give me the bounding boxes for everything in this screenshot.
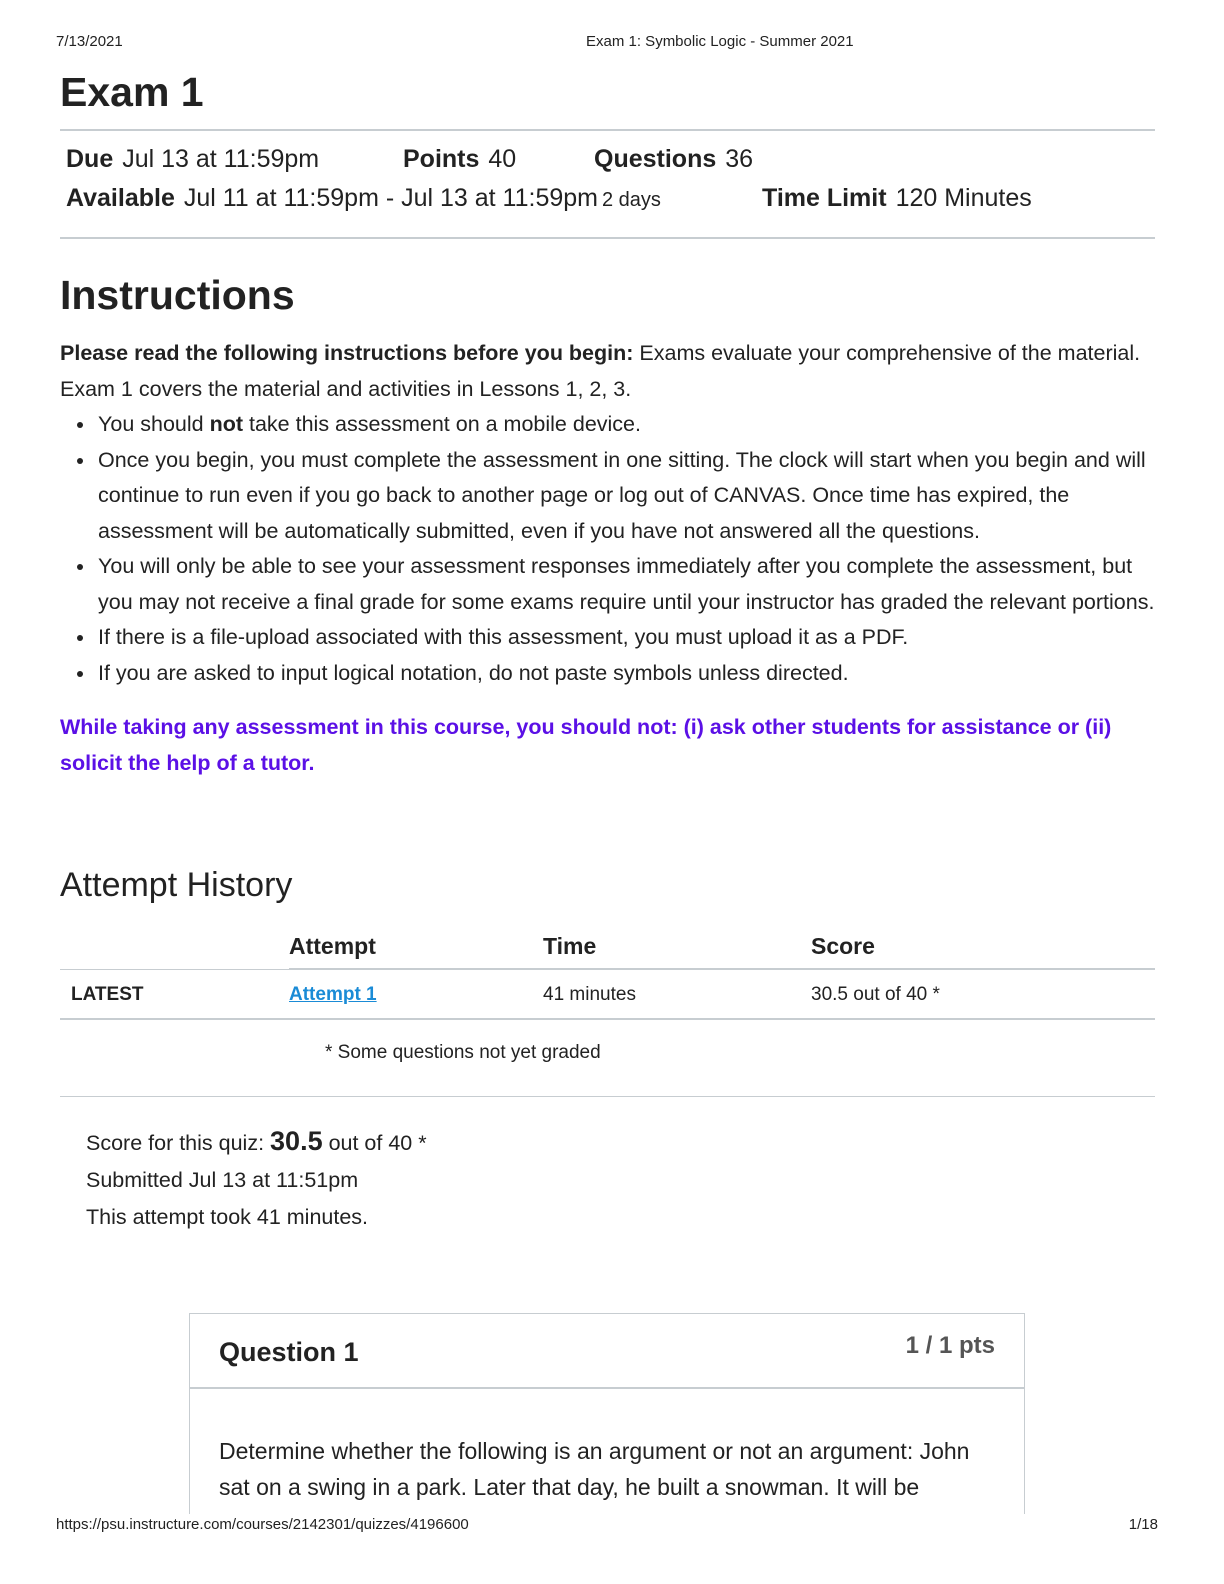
score-suffix: out of 40 * bbox=[322, 1131, 427, 1155]
score-value: 30.5 bbox=[270, 1126, 323, 1156]
question-header bbox=[190, 1314, 1024, 1389]
column-header-score: Score bbox=[811, 923, 1155, 969]
available-label: Available bbox=[66, 184, 175, 212]
instruction-emphasis: not bbox=[209, 412, 244, 436]
divider bbox=[60, 237, 1155, 239]
instruction-text: You should bbox=[98, 412, 210, 436]
question-text: Determine whether the following is an argument or not an argument: John sat on a swing in a park. Later that day, he built a snowman. It will be bbox=[219, 1438, 970, 1500]
time-limit-label: Time Limit bbox=[762, 184, 887, 212]
column-header-time: Time bbox=[543, 923, 811, 969]
table-row bbox=[60, 969, 1155, 1019]
instruction-item: • If you are asked to input logical notation, do not paste symbols unless directed. bbox=[96, 656, 1155, 692]
due-date bbox=[66, 145, 403, 174]
print-doc-title: Exam 1: Symbolic Logic - Summer 2021 bbox=[586, 33, 854, 50]
questions-value: 36 bbox=[725, 145, 754, 173]
score-prefix: Score for this quiz: bbox=[86, 1131, 271, 1155]
page-title: Exam 1 bbox=[60, 69, 204, 115]
instructions-heading: Instructions bbox=[60, 272, 295, 318]
quiz-score-line bbox=[86, 1123, 1155, 1162]
table-header-blank bbox=[60, 923, 289, 969]
table-header-row bbox=[60, 923, 1155, 969]
print-date: 7/13/2021 bbox=[56, 33, 123, 50]
time-cell: 41 minutes bbox=[543, 969, 811, 1019]
attempt-history-heading: Attempt History bbox=[60, 866, 293, 904]
score-cell: 30.5 out of 40 * bbox=[811, 969, 1155, 1019]
time-limit-value: 120 Minutes bbox=[895, 184, 1032, 212]
column-header-attempt: Attempt bbox=[289, 923, 543, 969]
instruction-item: • If there is a file-upload associated with this assessment, you must upload it as a PDF. bbox=[96, 620, 1155, 656]
available-value: Jul 11 at 11:59pm - Jul 13 at 11:59pm bbox=[183, 184, 598, 212]
instruction-item bbox=[96, 407, 1155, 443]
quiz-details-row-2 bbox=[66, 184, 1155, 223]
due-value: Jul 13 at 11:59pm bbox=[122, 145, 320, 173]
points bbox=[403, 145, 594, 174]
quiz-details bbox=[60, 131, 1155, 237]
instructions-lead bbox=[60, 335, 1155, 407]
attempt-history-table bbox=[60, 923, 1155, 1020]
ungraded-footnote: * Some questions not yet graded bbox=[325, 1042, 601, 1063]
questions-count bbox=[594, 145, 753, 174]
questions-label: Questions bbox=[594, 145, 717, 173]
attempt-cell bbox=[289, 969, 543, 1019]
points-value: 40 bbox=[488, 145, 517, 173]
question-card bbox=[189, 1313, 1025, 1514]
print-url: https://psu.instructure.com/courses/2142301/quizzes/4196600 bbox=[56, 1516, 469, 1533]
submitted-time: Submitted Jul 13 at 11:51pm bbox=[86, 1168, 359, 1192]
question-points: 1 / 1 pts bbox=[905, 1332, 995, 1359]
due-label: Due bbox=[66, 145, 114, 173]
page-number: 1/18 bbox=[1128, 1516, 1158, 1533]
divider bbox=[60, 1096, 1155, 1097]
main-content bbox=[60, 60, 1155, 1236]
available-duration: 2 days bbox=[602, 189, 661, 211]
instruction-item: • Once you begin, you must complete the assessment in one sitting. The clock will start when you begin and will continue to run even if you go back to another page or log out of CANVAS. Once time has expired, the assessment will be automatically submitted, even if you have not answered all the questions. bbox=[96, 443, 1155, 550]
instructions-lead-bold: Please read the following instructions before you begin: bbox=[60, 341, 634, 365]
quiz-score-summary bbox=[86, 1123, 1155, 1236]
instruction-text: take this assessment on a mobile device. bbox=[243, 412, 641, 436]
question-title: Question 1 bbox=[219, 1337, 359, 1367]
instruction-item: • You will only be able to see your assessment responses immediately after you complete the assessment, but you may not receive a final grade for some exams require until your instructor has graded the relevant portions. bbox=[96, 549, 1155, 620]
availability bbox=[66, 184, 762, 213]
instructions-lead-text: Exams evaluate your comprehensive of the material. Exam 1 covers the material and activities in Lessons 1, 2, 3. bbox=[60, 341, 1141, 401]
points-label: Points bbox=[403, 145, 480, 173]
time-limit bbox=[762, 184, 1032, 213]
attempt-1-link[interactable]: Attempt 1 bbox=[289, 984, 377, 1005]
integrity-warning: While taking any assessment in this course, you should not: (i) ask other students for assistance or (ii) solicit the help of a tutor. bbox=[60, 715, 1112, 775]
instructions-list bbox=[60, 407, 1155, 691]
latest-label: LATEST bbox=[60, 969, 289, 1019]
attempt-duration: This attempt took 41 minutes. bbox=[86, 1205, 369, 1229]
quiz-details-row-1 bbox=[66, 145, 1155, 184]
